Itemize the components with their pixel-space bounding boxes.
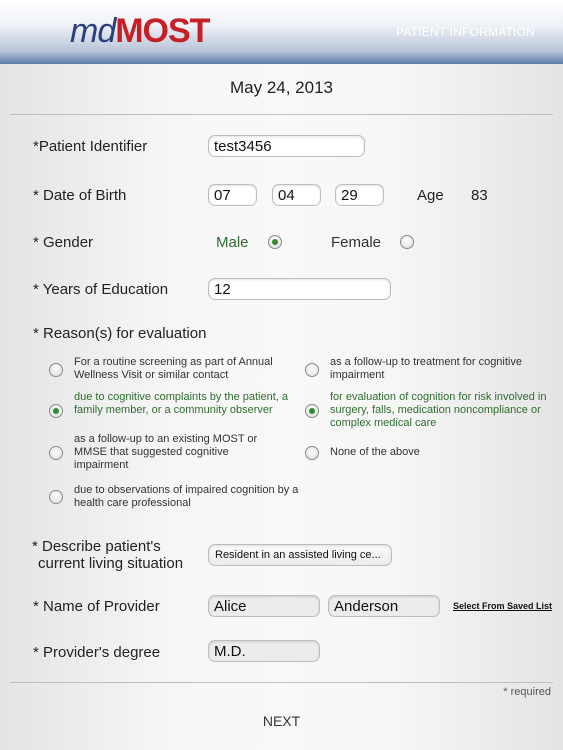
reason-professional-observation-text: due to observations of impaired cognition by a health care professional [74, 484, 299, 509]
reason-none-text: None of the above [330, 446, 420, 458]
age-value: 83 [471, 187, 488, 204]
reason-followup-treatment-radio[interactable] [305, 363, 319, 377]
gender-male-label: Male [216, 234, 249, 251]
reason-routine-screening-text: For a routine screening as part of Annual Wellness Visit or similar contact [74, 356, 273, 381]
reason-none-radio[interactable] [305, 446, 319, 460]
living-situation-label-line2: current living situation [38, 555, 184, 572]
reason-risk-evaluation-text: for evaluation of cognition for risk involved in surgery, falls, medication noncompliance or complex medical care [330, 391, 547, 429]
reason-cognitive-complaints-radio[interactable] [49, 404, 63, 418]
page-title: PATIENT INFORMATION [396, 25, 535, 39]
dob-day-input[interactable]: 04 [272, 184, 321, 206]
gender-female-label: Female [331, 234, 382, 251]
provider-first-name-input[interactable]: Alice [208, 595, 320, 617]
mdmost-logo: mdMOST [70, 12, 210, 50]
provider-degree-input[interactable]: M.D. [208, 640, 320, 662]
reason-professional-observation-radio[interactable] [49, 490, 63, 504]
living-situation-label-line1: * Describe patient's [32, 538, 161, 555]
patient-identifier-label: *Patient Identifier [33, 138, 148, 155]
education-input[interactable]: 12 [208, 278, 391, 300]
next-button[interactable]: NEXT [262, 713, 301, 729]
education-label: * Years of Education [33, 281, 169, 298]
app-header [0, 0, 563, 64]
gender-female-radio[interactable] [400, 235, 414, 249]
reason-followup-treatment-text: as a follow-up to treatment for cognitive impairment [330, 356, 522, 381]
patient-identifier-input[interactable]: test3456 [208, 135, 365, 157]
current-date: May 24, 2013 [229, 78, 333, 97]
provider-last-name-input[interactable]: Anderson [328, 595, 440, 617]
reason-followup-most-radio[interactable] [49, 446, 63, 460]
provider-name-label: * Name of Provider [33, 598, 160, 615]
gender-label: * Gender [33, 234, 94, 251]
dob-year-input[interactable]: 29 [335, 184, 384, 206]
reason-cognitive-complaints-text: due to cognitive complaints by the patient, a family member, or a community observer [74, 391, 289, 416]
top-divider [10, 114, 553, 115]
reasons-label: * Reason(s) for evaluation [33, 325, 207, 342]
reason-followup-most-text: as a follow-up to an existing MOST or MMSE that suggested cognitive impairment [74, 433, 258, 471]
bottom-divider [10, 682, 553, 683]
required-note: * required [503, 686, 551, 698]
age-label: Age [417, 187, 444, 204]
dob-month-input[interactable]: 07 [208, 184, 257, 206]
reason-routine-screening-radio[interactable] [49, 363, 63, 377]
dob-label: * Date of Birth [33, 187, 127, 204]
reason-risk-evaluation-radio[interactable] [305, 404, 319, 418]
provider-degree-label: * Provider's degree [33, 644, 161, 661]
gender-male-radio[interactable] [268, 235, 282, 249]
living-situation-select[interactable]: Resident in an assisted living ce... [208, 544, 392, 566]
select-saved-list-link[interactable]: Select From Saved List [453, 601, 553, 611]
